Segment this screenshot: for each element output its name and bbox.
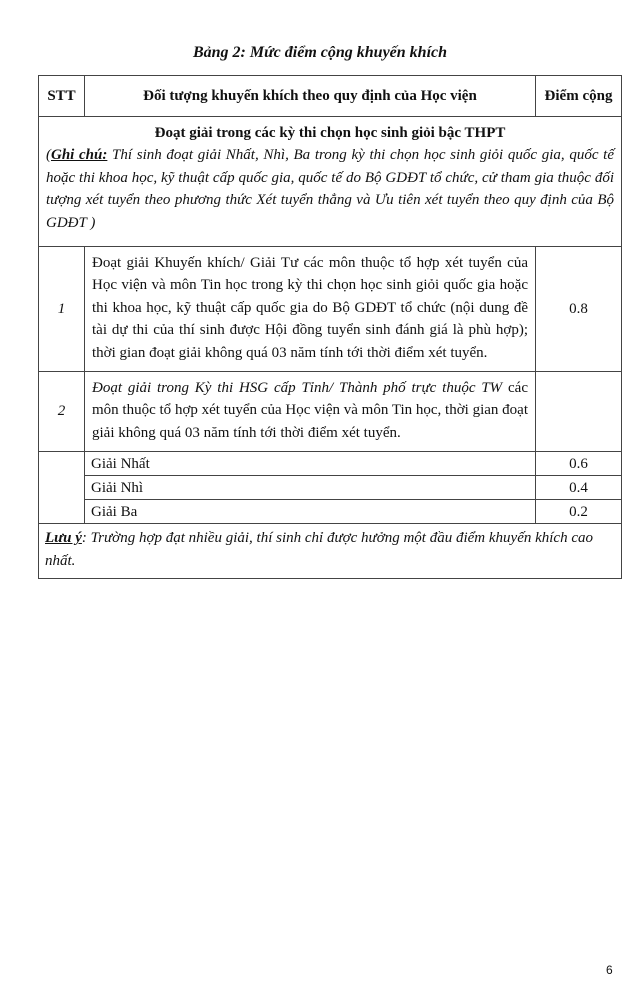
footnote-text: : Trường hợp đạt nhiều giải, thí sinh chỉ được hưởng một đầu điểm khuyến khích cao nhất. bbox=[45, 530, 593, 569]
note-text: Thí sinh đoạt giải Nhất, Nhì, Ba trong kỳ thi chọn học sinh giỏi quốc gia, quốc tế hoặc thi khoa học, kỹ thuật cấp quốc gia, quốc tế do Bộ GDĐT tổ chức, cử tham gia thuộc đối tượng xét tuyển theo phương thức Xét tuyển thẳng và Ưu tiên xét tuyển theo quy định của Bộ GDĐT ) bbox=[46, 147, 614, 231]
prize-name-3: Giải Ba bbox=[85, 500, 536, 524]
footnote-cell bbox=[39, 524, 622, 579]
row-2-description-rest: các môn thuộc tổ hợp xét tuyển của Học viện và môn Tin học, thời gian đoạt giải không quá 03 năm tính tới thời điểm xét tuyển. bbox=[92, 380, 528, 441]
note-label: Ghi chú: bbox=[51, 147, 108, 164]
footnote-label: Lưu ý bbox=[45, 530, 82, 547]
row-2-stt: 2 bbox=[39, 372, 85, 452]
header-stt: STT bbox=[39, 76, 85, 117]
row-1-score: 0.8 bbox=[536, 247, 622, 372]
table-row-1 bbox=[39, 247, 622, 372]
table-caption: Bảng 2: Mức điểm cộng khuyến khích bbox=[192, 44, 448, 61]
row-2-description-italic: Đoạt giải trong Kỳ thi HSG cấp Tỉnh/ Thành phố trực thuộc TW bbox=[92, 380, 503, 397]
table-header-row bbox=[39, 76, 622, 117]
section-note bbox=[46, 144, 614, 234]
prize-score-1: 0.6 bbox=[536, 452, 622, 476]
footnote-row bbox=[39, 524, 622, 579]
prize-name-2: Giải Nhì bbox=[85, 476, 536, 500]
section-row bbox=[39, 117, 622, 247]
row-2-description bbox=[85, 372, 536, 452]
prize-row bbox=[39, 500, 622, 524]
header-object: Đối tượng khuyến khích theo quy định của Học viện bbox=[85, 76, 536, 117]
row-1-description: Đoạt giải Khuyến khích/ Giải Tư các môn thuộc tổ hợp xét tuyển của Học viện và môn Tin học trong kỳ thi chọn học sinh giỏi quốc gia hoặc thi khoa học, kỹ thuật cấp quốc gia do Bộ GDĐT tổ chức (nội dung đề tài dự thi của thí sinh được Hội đồng tuyển sinh đánh giá là phù hợp); thời gian đoạt giải không quá 03 năm tính tới thời điểm xét tuyển. bbox=[85, 247, 536, 372]
prize-name-1: Giải Nhất bbox=[85, 452, 536, 476]
header-score: Điểm cộng bbox=[536, 76, 622, 117]
prize-score-3: 0.2 bbox=[536, 500, 622, 524]
section-title: Đoạt giải trong các kỳ thi chọn học sinh giỏi bậc THPT bbox=[154, 125, 506, 141]
prize-score-2: 0.4 bbox=[536, 476, 622, 500]
table-row-2 bbox=[39, 372, 622, 452]
prize-row bbox=[39, 476, 622, 500]
page-number: 6 bbox=[606, 963, 613, 977]
row-2-score-empty bbox=[536, 372, 622, 452]
bonus-score-table bbox=[38, 75, 622, 579]
note-open: ( bbox=[46, 147, 51, 164]
prize-stt-empty bbox=[39, 452, 85, 524]
row-1-stt: 1 bbox=[39, 247, 85, 372]
section-cell bbox=[39, 117, 622, 247]
prize-row bbox=[39, 452, 622, 476]
